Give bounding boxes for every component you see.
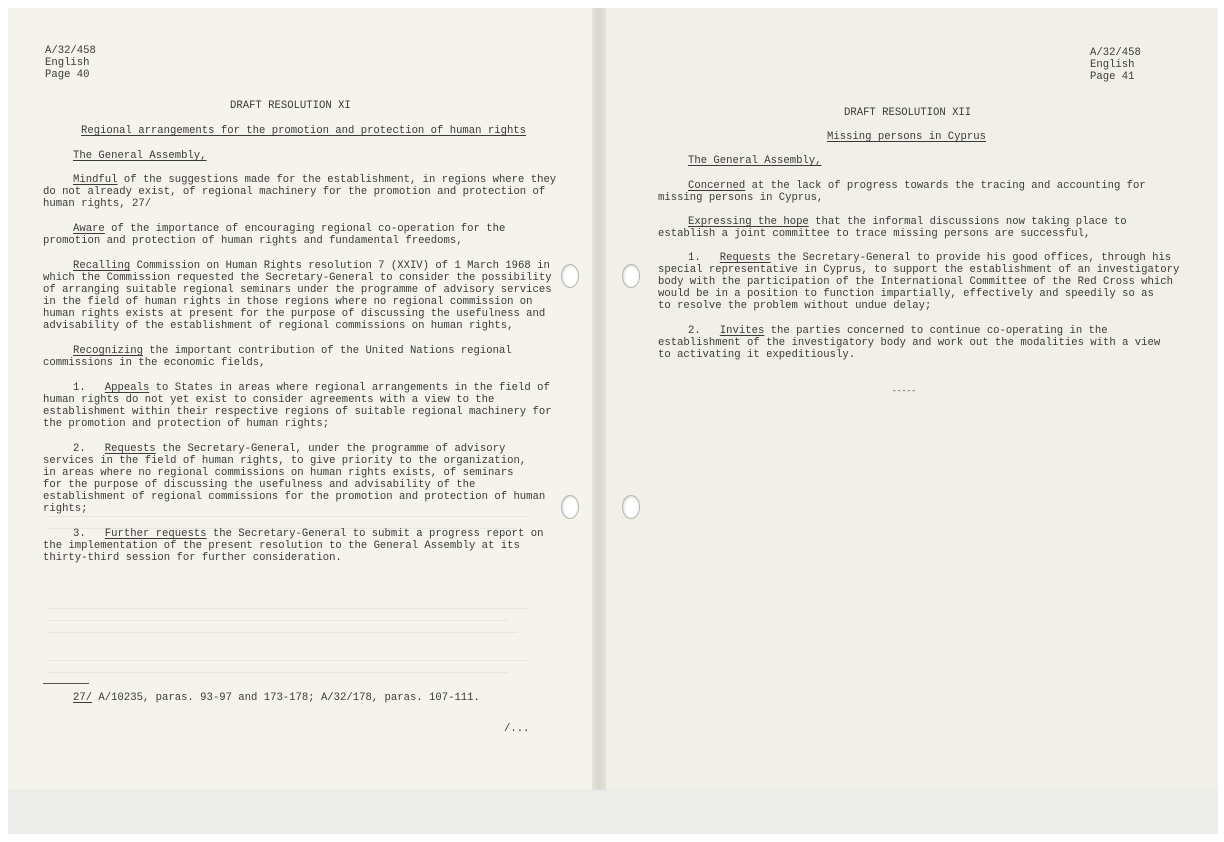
paragraph-invites: 2. Invites the parties concerned to continue co-operating in the xyxy=(688,325,1108,337)
text-line: advisability of the establishment of regional commissions on human rights, xyxy=(43,320,514,332)
book-gutter xyxy=(592,8,606,790)
text-line: human rights exists at present for the purpose of discussing the usefulness and xyxy=(43,308,546,320)
paragraph-concerned: Concerned at the lack of progress towards the tracing and accounting for xyxy=(688,180,1146,192)
text-line: which the Commission requested the Secretary-General to consider the possibility xyxy=(43,272,552,284)
footnote: 27/ A/10235, paras. 93-97 and 173-178; A/32/178, paras. 107-111. xyxy=(73,692,480,704)
paragraph-requests: 1. Requests the Secretary-General to provide his good offices, through his xyxy=(688,252,1172,264)
keyword: Concerned xyxy=(688,180,746,192)
text-line: body with the participation of the International Committee of the Red Cross which xyxy=(658,276,1173,288)
text-line: for the purpose of discussing the usefulness and advisability of the xyxy=(43,479,476,491)
text-line: in the field of human rights in those regions where no regional commission on xyxy=(43,296,533,308)
text-line: commissions in the economic fields, xyxy=(43,357,266,369)
text-line: establishment of regional commissions for the promotion and protection of human xyxy=(43,491,546,503)
text-line: would be in a position to function impartially, effectively and speedily so as xyxy=(658,288,1154,300)
paragraph-further-requests: 3. Further requests the Secretary-General to submit a progress report on xyxy=(73,528,544,540)
keyword: Invites xyxy=(719,325,765,337)
paragraph-aware: Aware of the importance of encouraging regional co-operation for the xyxy=(73,223,506,235)
resolution-heading: DRAFT RESOLUTION XI xyxy=(230,100,351,112)
text-line: to resolve the problem without undue delay; xyxy=(658,300,932,312)
text-line: do not already exist, of regional machinery for the promotion and protection of xyxy=(43,186,546,198)
paragraph-recalling: Recalling Commission on Human Rights resolution 7 (XXIV) of 1 March 1968 in xyxy=(73,260,550,272)
punch-hole-right-bottom xyxy=(622,495,640,519)
text-line: human rights, 27/ xyxy=(43,198,152,210)
text-line: to activating it expeditiously. xyxy=(658,349,856,361)
paragraph-recognizing: Recognizing the important contribution of the United Nations regional xyxy=(73,345,512,357)
keyword: Recognizing xyxy=(73,345,143,357)
text-line: establish a joint committee to trace missing persons are successful, xyxy=(658,228,1091,240)
footnote-rule xyxy=(43,683,89,684)
continued-marker: /... xyxy=(504,723,530,735)
document-language: English xyxy=(1090,59,1135,71)
resolution-heading: DRAFT RESOLUTION XII xyxy=(844,107,972,119)
text-line: special representative in Cyprus, to support the establishment of an investigatory xyxy=(658,264,1180,276)
keyword: Expressing the hope xyxy=(688,216,809,228)
text-line: establishment within their respective regions of suitable regional machinery for xyxy=(43,406,552,418)
resolution-title: Regional arrangements for the promotion and protection of human rights xyxy=(81,125,527,137)
page-number: Page 40 xyxy=(45,69,90,81)
keyword: Requests xyxy=(719,252,771,264)
keyword: Mindful xyxy=(73,174,118,186)
paragraph-expressing-hope: Expressing the hope that the informal discussions now taking place to xyxy=(688,216,1127,228)
text-line: missing persons in Cyprus, xyxy=(658,192,824,204)
right-page xyxy=(598,8,1218,790)
text-line: establishment of the investigatory body and work out the modalities with a view xyxy=(658,337,1161,349)
keyword: Requests xyxy=(104,443,156,455)
document-language: English xyxy=(45,57,90,69)
keyword: Further requests xyxy=(104,528,207,540)
paragraph-requests: 2. Requests the Secretary-General, under the programme of advisory xyxy=(73,443,506,455)
text-line: promotion and protection of human rights and fundamental freedoms, xyxy=(43,235,463,247)
document-symbol: A/32/458 xyxy=(1090,47,1141,59)
text-line: of arranging suitable regional seminars under the programme of advisory services xyxy=(43,284,552,296)
text-line: the implementation of the present resolution to the General Assembly at its xyxy=(43,540,520,552)
paragraph-mindful: Mindful of the suggestions made for the establishment, in regions where they xyxy=(73,174,557,186)
punch-hole-left-top xyxy=(561,264,579,288)
text-line: in areas where no regional commissions on human rights exists, of seminars xyxy=(43,467,514,479)
paragraph-appeals: 1. Appeals to States in areas where regional arrangements in the field of xyxy=(73,382,550,394)
text-line: human rights do not yet exist to consider agreements with a view to the xyxy=(43,394,495,406)
resolution-title: Missing persons in Cyprus xyxy=(827,131,986,143)
end-mark: ----- xyxy=(892,387,917,396)
keyword: Appeals xyxy=(104,382,150,394)
page-number: Page 41 xyxy=(1090,71,1135,83)
text-line: the promotion and protection of human rights; xyxy=(43,418,330,430)
text-line: services in the field of human rights, to give priority to the organization, xyxy=(43,455,527,467)
keyword: Aware xyxy=(73,223,105,235)
text-line: thirty-third session for further consideration. xyxy=(43,552,342,564)
punch-hole-left-bottom xyxy=(561,495,579,519)
assembly-label: The General Assembly, xyxy=(73,150,207,162)
document-symbol: A/32/458 xyxy=(45,45,96,57)
keyword: Recalling xyxy=(73,260,131,272)
assembly-label: The General Assembly, xyxy=(688,155,822,167)
punch-hole-right-top xyxy=(622,264,640,288)
scan-bottom-margin xyxy=(8,790,1218,834)
text-line: rights; xyxy=(43,503,88,515)
